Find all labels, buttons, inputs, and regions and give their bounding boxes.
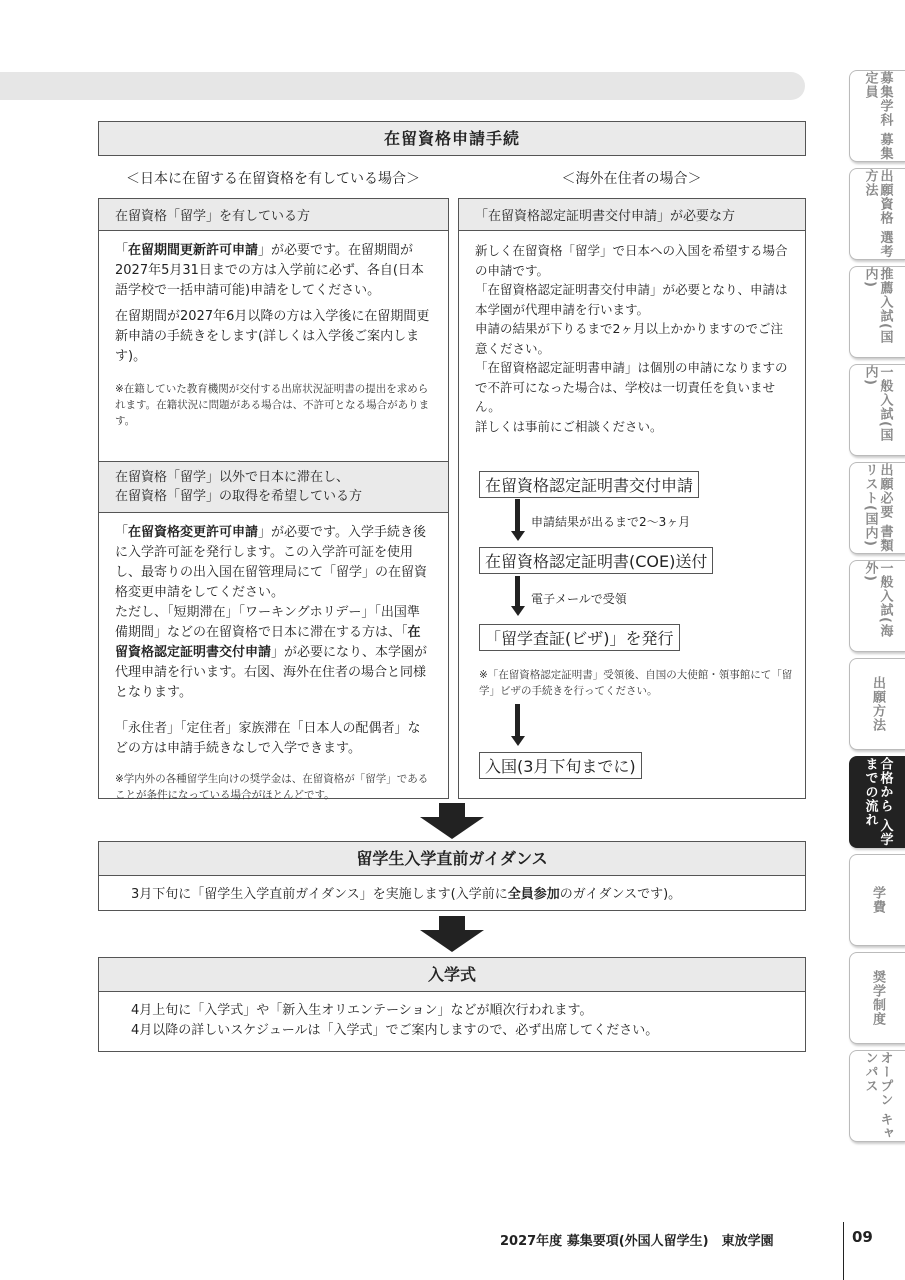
change-status-body xyxy=(99,513,448,803)
flow-label-result-wait: 申請結果が出るまで2～3ヶ月 xyxy=(531,515,691,529)
page-number: 09 xyxy=(852,1228,873,1246)
guidance-text: 3月下旬に「留学生入学直前ガイダンス」を実施します(入学前に全員参加のガイダンスです)。 xyxy=(131,887,682,902)
tab-recommendation-domestic[interactable]: 推薦入試(国内) xyxy=(849,266,905,358)
page-title: 在留資格申請手続 xyxy=(99,122,805,155)
tab-admission-flow[interactable]: 合格から 入学までの流れ xyxy=(849,756,905,848)
student-visa-holder-header: 在留資格「留学」を有している方 xyxy=(99,199,448,231)
change-status-header: 在留資格「留学」以外で日本に滞在し、 在留資格「留学」の取得を希望している方 xyxy=(99,462,448,513)
tab-open-campus[interactable]: オープン キャンパス xyxy=(849,1050,905,1142)
flow-step-visa-issue: 「留学査証(ビザ)」を発行 xyxy=(479,624,680,651)
flow-step-entry: 入国(3月下旬までに) xyxy=(479,752,642,779)
ceremony-text xyxy=(99,992,805,1041)
procedure-title-box xyxy=(98,121,806,156)
flow-step-coe-application: 在留資格認定証明書交付申請 xyxy=(479,471,699,498)
individual-application-paragraph: 「在留資格認定証明書申請」は個別の申請になりますので不許可になった場合は、学校は一切責任を負いません。 xyxy=(475,360,788,414)
ceremony-line-1: 4月上旬に「入学式」や「新入生オリエンテーション」などが順次行われます。 xyxy=(131,1003,593,1018)
ceremony-line-2: 4月以降の詳しいスケジュールは「入学式」でご案内しますので、必ず出席してください。 xyxy=(131,1023,659,1038)
tab-application-method[interactable]: 出願方法 xyxy=(849,658,905,750)
renewal-paragraph: 「在留期間更新許可申請」が必要です。在留期間が2027年5月31日までの方は入学前に必ず、各自(日本語学校で一括申請可能)申請をしてください。 xyxy=(115,243,424,298)
permanent-resident-paragraph: 「永住者」「定住者」家族滞在「日本人の配偶者」などの方は申請手続きなしで入学できます。 xyxy=(115,721,421,756)
short-stay-paragraph: ただし、「短期滞在」「ワーキングホリデー」「出国準備期間」などの在留資格で日本に滞在する方は、「在留資格認定証明書交付申請」が必要になり、本学園が代理申請を行います。右図、海外在住者の場合と同様となります。 xyxy=(115,605,428,700)
flow-arrow-1 xyxy=(511,499,523,541)
renewal-after-entry-paragraph: 在留期間が2027年6月以降の方は入学後に在留期間更新申請の手続きをします(詳しくは入学後ご案内します)。 xyxy=(115,309,430,364)
coe-required-body xyxy=(459,231,805,436)
overseas-residents-panel xyxy=(458,198,806,799)
tab-general-overseas[interactable]: 一般入試(海外) xyxy=(849,560,905,652)
footer-divider xyxy=(843,1222,844,1280)
flow-arrow-3 xyxy=(511,704,523,746)
header-bar xyxy=(0,72,805,100)
guidance-title: 留学生入学直前ガイダンス xyxy=(99,842,805,876)
left-heading: ＜日本に在留する在留資格を有している場合＞ xyxy=(126,171,420,187)
flow-label-email: 電子メールで受領 xyxy=(531,592,627,606)
tab-scholarship[interactable]: 奨学制度 xyxy=(849,952,905,1044)
duration-paragraph: 申請の結果が下りるまで2ヶ月以上かかりますのでご注意ください。 xyxy=(475,321,783,356)
flow-embassy-note: ※「在留資格認定証明書」受領後、自国の大使館・領事館にて「留学」ビザの手続きを行ってください。 xyxy=(479,669,793,697)
tab-eligibility[interactable]: 出願資格 選考方法 xyxy=(849,168,905,260)
right-heading: ＜海外在住者の場合＞ xyxy=(561,171,702,187)
proxy-application-paragraph: 「在留資格認定証明書交付申請」が必要となり、申請は本学園が代理申請を行います。 xyxy=(475,282,788,317)
footer-text: 2027年度 募集要項(外国人留学生) 東放学園 xyxy=(500,1234,774,1249)
flow-step-coe-sent: 在留資格認定証明書(COE)送付 xyxy=(479,547,713,574)
tab-departments[interactable]: 募集学科 募集定員 xyxy=(849,70,905,162)
attendance-note: ※在籍していた教育機関が交付する出席状況証明書の提出を求められます。在籍状況に問題がある場合は、不許可となる場合があります。 xyxy=(115,383,430,427)
consult-paragraph: 詳しくは事前にご相談ください。 xyxy=(475,418,663,434)
down-arrow-to-guidance xyxy=(420,803,484,839)
tab-general-domestic[interactable]: 一般入試(国内) xyxy=(849,364,905,456)
change-permit-paragraph: 「在留資格変更許可申請」が必要です。入学手続き後に入学許可証を発行します。この入学許可証を使用し、最寄りの出入国在留管理局にて「留学」の在留資格変更申請をしてください。 xyxy=(115,525,428,600)
guidance-box xyxy=(98,841,806,911)
ceremony-title: 入学式 xyxy=(99,958,805,992)
down-arrow-to-ceremony xyxy=(420,916,484,952)
flow-arrow-2 xyxy=(511,576,523,616)
scholarship-note: ※学内外の各種留学生向けの奨学金は、在留資格が「留学」であることが条件になっている場合がほとんどです。 xyxy=(115,773,429,801)
ceremony-box xyxy=(98,957,806,1052)
new-entry-paragraph: 新しく在留資格「留学」で日本への入国を希望する場合の申請です。 xyxy=(475,243,788,278)
tab-tuition[interactable]: 学費 xyxy=(849,854,905,946)
tab-documents[interactable]: 出願必要 書類リスト(国内) xyxy=(849,462,905,554)
student-visa-holder-body xyxy=(99,231,448,461)
coe-required-header: 「在留資格認定証明書交付申請」が必要な方 xyxy=(459,199,805,231)
domestic-residents-panel xyxy=(98,198,449,799)
